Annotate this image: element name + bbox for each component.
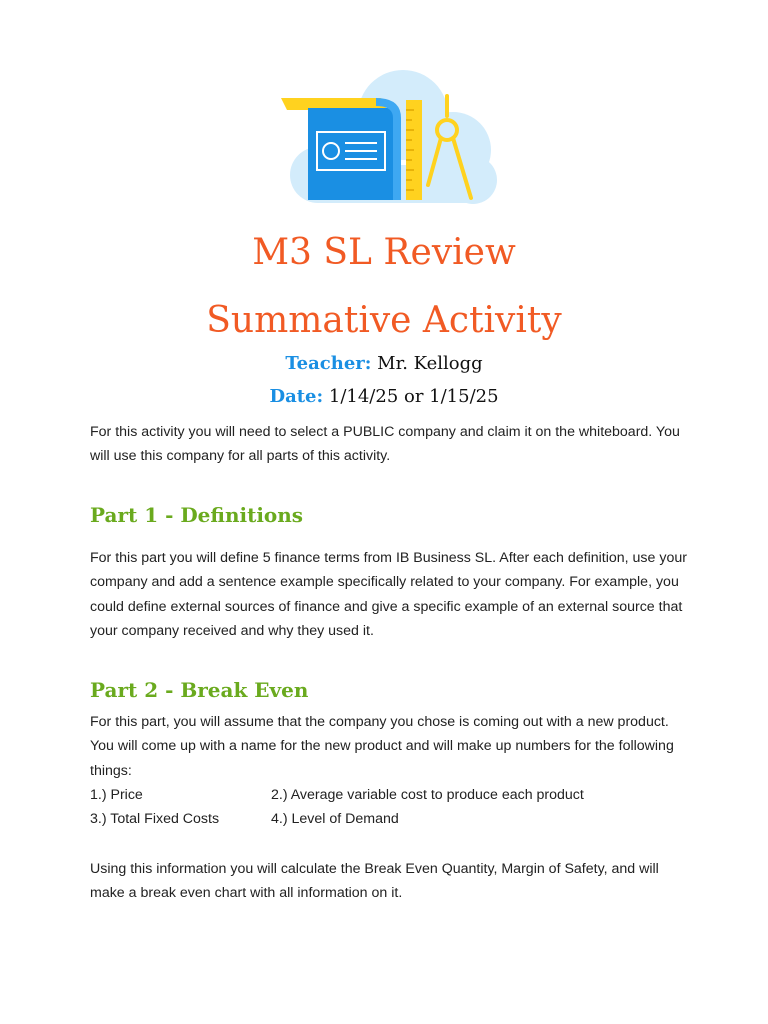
teacher-line [0, 353, 768, 374]
part2-closing-paragraph: Using this information you will calculate the Break Even Quantity, Margin of Safety, and will make a break even chart with all information on it. [90, 861, 659, 902]
list-item [90, 807, 690, 831]
title-line1: M3 SL Review [252, 232, 516, 273]
date-line [0, 386, 768, 407]
part1-heading: Part 1 - Definitions [90, 503, 304, 527]
part2-items-list [90, 783, 690, 832]
title-line2: Summative Activity [206, 300, 562, 341]
list-item-price: 1.) Price [90, 787, 143, 803]
list-item-demand: 4.) Level of Demand [271, 811, 399, 828]
list-item [90, 783, 690, 807]
part2-heading: Part 2 - Break Even [90, 678, 309, 702]
date-label: Date: [269, 386, 324, 407]
intro-paragraph: For this activity you will need to select a PUBLIC company and claim it on the whiteboard. You will use this company for all parts of this activity. [90, 424, 680, 465]
part2-paragraph: For this part, you will assume that the company you chose is coming out with a new product. You will come up with a name for the new product and will make up numbers for the following things: [90, 714, 674, 779]
date-value: 1/14/25 or 1/15/25 [328, 386, 499, 407]
part1-paragraph: For this part you will define 5 finance terms from IB Business SL. After each definition, use your company and add a sentence example specifically related to your company. For example, you could define external sources of finance and give a specific example of an external source that your company received and why they used it. [90, 550, 687, 640]
list-item-variable-cost: 2.) Average variable cost to produce each product [271, 787, 584, 803]
teacher-value: Mr. Kellogg [377, 353, 483, 374]
list-item-fixed-costs: 3.) Total Fixed Costs [90, 811, 220, 828]
book-ruler-compass-illustration [263, 70, 503, 205]
teacher-label: Teacher: [285, 353, 372, 374]
